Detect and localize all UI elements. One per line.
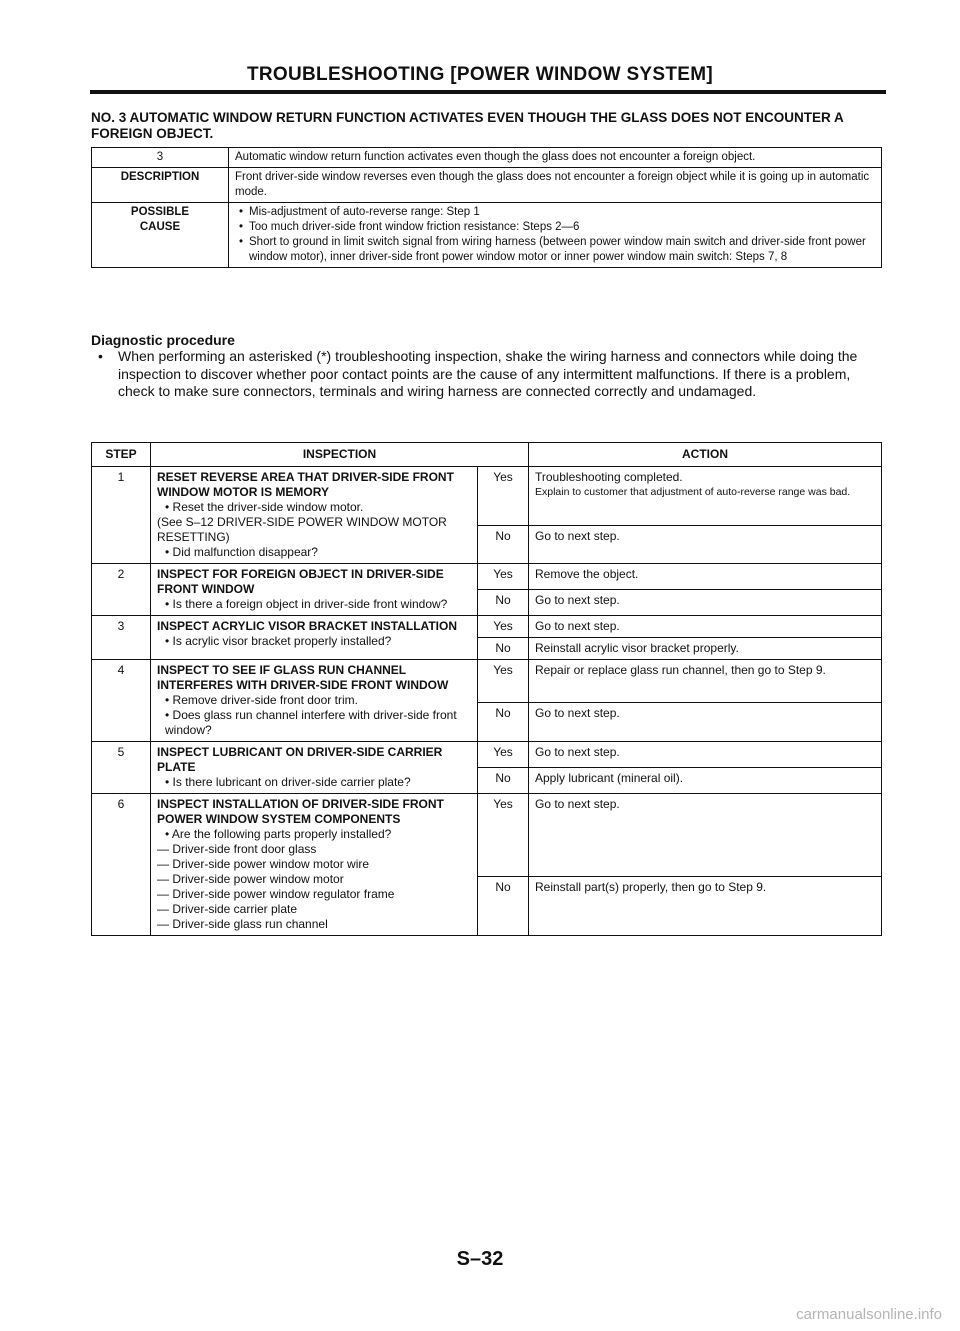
part-item: — Driver-side front door glass	[157, 842, 317, 856]
inspection-cell	[151, 742, 478, 794]
page-number: S–32	[456, 1248, 504, 1270]
possible-cause-row	[92, 203, 882, 268]
cause-item: • Mis-adjustment of auto-reverse range: Step 1	[235, 205, 875, 220]
yes-action: Go to next step.	[529, 742, 882, 768]
symptom-table	[91, 147, 882, 268]
watermark: carmanualsonline.info	[796, 1306, 942, 1323]
cause-item: • Too much driver-side front window friction resistance: Steps 2—6	[235, 220, 875, 235]
yes-action: Remove the object.	[529, 564, 882, 590]
yes-action	[529, 467, 882, 526]
part-item: — Driver-side glass run channel	[157, 917, 328, 931]
no-action: Go to next step.	[529, 526, 882, 564]
yes-label: Yes	[478, 467, 529, 526]
part-item: — Driver-side power window motor wire	[157, 857, 370, 871]
step-number: 3	[92, 616, 151, 660]
inspection-title: RESET REVERSE AREA THAT DRIVER-SIDE FRONT WINDOW MOTOR IS MEMORY	[157, 470, 454, 499]
diagnostic-note	[98, 348, 882, 401]
no-label: No	[478, 590, 529, 616]
no-label: No	[478, 638, 529, 660]
inspection-item: • Is there lubricant on driver-side carrier plate?	[157, 775, 471, 790]
bullet-glyph: •	[98, 348, 103, 364]
part-item: — Driver-side carrier plate	[157, 902, 298, 916]
step-row	[92, 660, 882, 703]
step-column-header: STEP	[92, 443, 151, 467]
inspection-cell	[151, 564, 478, 616]
no-action: Reinstall acrylic visor bracket properly.	[529, 638, 882, 660]
yes-label: Yes	[478, 564, 529, 590]
inspection-cell	[151, 660, 478, 742]
step-number: 1	[92, 467, 151, 564]
steps-header-row	[92, 443, 882, 467]
page-title: TROUBLESHOOTING [POWER WINDOW SYSTEM]	[246, 64, 714, 85]
inspection-item: • Does glass run channel interfere with driver-side front window?	[157, 708, 471, 738]
symptom-text: Automatic window return function activates even though the glass does not encounter a foreign object.	[229, 148, 882, 168]
title-rule	[90, 90, 886, 94]
no-action: Go to next step.	[529, 703, 882, 742]
description-label: DESCRIPTION	[92, 168, 229, 203]
inspection-title: INSPECT ACRYLIC VISOR BRACKET INSTALLATION	[157, 619, 457, 633]
yes-action: Repair or replace glass run channel, then go to Step 9.	[529, 660, 882, 703]
possible-cause-label-text: POSSIBLE CAUSE	[130, 206, 190, 233]
inspection-cell	[151, 794, 478, 936]
inspection-title: INSPECT INSTALLATION OF DRIVER-SIDE FRONT POWER WINDOW SYSTEM COMPONENTS	[157, 797, 444, 826]
no-action: Go to next step.	[529, 590, 882, 616]
no-action: Reinstall part(s) properly, then go to Step 9.	[529, 877, 882, 936]
inspection-column-header: INSPECTION	[151, 443, 529, 467]
section-heading: NO. 3 AUTOMATIC WINDOW RETURN FUNCTION ACTIVATES EVEN THOUGH THE GLASS DOES NOT ENCOUNTER A FOREIGN OBJECT.	[91, 110, 844, 141]
yes-action: Go to next step.	[529, 794, 882, 877]
inspection-item: (See S–12 DRIVER-SIDE POWER WINDOW MOTOR RESETTING)	[157, 515, 447, 544]
inspection-item: • Are the following parts properly installed?	[157, 827, 471, 842]
inspection-cell	[151, 467, 478, 564]
diagnostic-note-text: When performing an asterisked (*) troubleshooting inspection, shake the wiring harness and connectors while doing the inspection to discover whether poor contact points are the cause of any intermittent malfunctions. If there is a problem, check to make sure connectors, terminals and wiring harness are connected correctly and undamaged.	[118, 348, 858, 399]
action-column-header: ACTION	[529, 443, 882, 467]
step-number: 5	[92, 742, 151, 794]
yes-action-text: Troubleshooting completed.	[535, 470, 683, 484]
symptom-number: 3	[92, 148, 229, 168]
step-number: 2	[92, 564, 151, 616]
no-label: No	[478, 768, 529, 794]
step-number: 6	[92, 794, 151, 936]
inspection-item: • Reset the driver-side window motor.	[157, 500, 471, 515]
possible-cause-list	[229, 203, 882, 268]
step-row	[92, 564, 882, 590]
part-item: — Driver-side power window motor	[157, 872, 344, 886]
yes-label: Yes	[478, 616, 529, 638]
steps-table	[91, 442, 882, 936]
step-number: 4	[92, 660, 151, 742]
cause-item: • Short to ground in limit switch signal from wiring harness (between power window main switch and driver-side front power window motor), inner driver-side front power window motor or inner power window main switch: Steps 7, 8	[235, 235, 875, 265]
inspection-item: • Remove driver-side front door trim.	[157, 693, 471, 708]
inspection-item: • Did malfunction disappear?	[157, 545, 471, 560]
inspection-title: INSPECT LUBRICANT ON DRIVER-SIDE CARRIER PLATE	[157, 745, 443, 774]
yes-action-note: Explain to customer that adjustment of auto-reverse range was bad.	[535, 486, 851, 498]
inspection-item: • Is acrylic visor bracket properly installed?	[157, 634, 471, 649]
step-row	[92, 742, 882, 768]
description-row	[92, 168, 882, 203]
possible-cause-label	[92, 203, 229, 268]
no-label: No	[478, 703, 529, 742]
step-row	[92, 467, 882, 526]
yes-label: Yes	[478, 660, 529, 703]
part-item: — Driver-side power window regulator frame	[157, 887, 395, 901]
yes-label: Yes	[478, 794, 529, 877]
no-label: No	[478, 526, 529, 564]
no-label: No	[478, 877, 529, 936]
no-action: Apply lubricant (mineral oil).	[529, 768, 882, 794]
diagnostic-heading: Diagnostic procedure	[91, 332, 235, 348]
inspection-title: INSPECT TO SEE IF GLASS RUN CHANNEL INTERFERES WITH DRIVER-SIDE FRONT WINDOW	[157, 663, 449, 692]
yes-action: Go to next step.	[529, 616, 882, 638]
inspection-title: INSPECT FOR FOREIGN OBJECT IN DRIVER-SIDE FRONT WINDOW	[157, 567, 444, 596]
step-row	[92, 616, 882, 638]
step-row	[92, 794, 882, 877]
symptom-row	[92, 148, 882, 168]
inspection-item: • Is there a foreign object in driver-side front window?	[157, 597, 471, 612]
description-text: Front driver-side window reverses even though the glass does not encounter a foreign object while it is going up in automatic mode.	[229, 168, 882, 203]
inspection-cell	[151, 616, 478, 660]
yes-label: Yes	[478, 742, 529, 768]
